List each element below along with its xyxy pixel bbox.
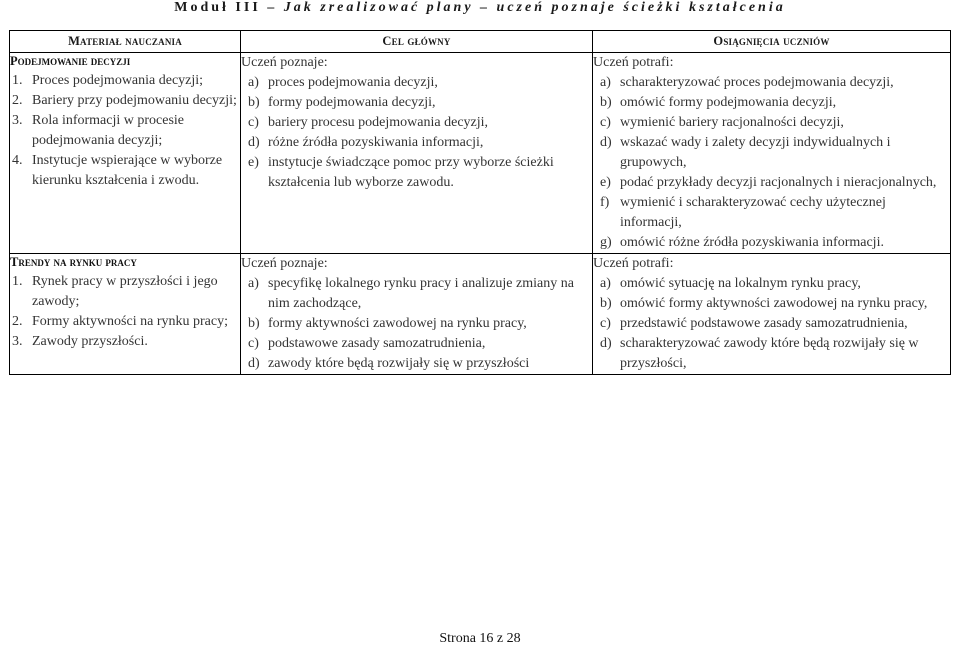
list-item: 2. Bariery przy podejmowaniu decyzji; bbox=[12, 93, 237, 108]
list-item: c) wymienić bariery racjonalności decyzji, bbox=[600, 115, 844, 130]
page-number: Strona 16 z 28 bbox=[439, 631, 521, 646]
list-item: d) zawody które będą rozwijały się w przyszłości bbox=[248, 356, 530, 371]
list-item: 4. Instytucje wspierające w wyborze kierunku kształcenia i zwodu. bbox=[12, 153, 223, 188]
list-item: c) bariery procesu podejmowania decyzji, bbox=[248, 115, 489, 130]
outcomes-heading: Uczeń potrafi: bbox=[593, 256, 674, 271]
list-item: b) formy podejmowania decyzji, bbox=[248, 95, 436, 110]
list-item: a) specyfikę lokalnego rynku pracy i analizuje zmiany na nim zachodzące, bbox=[248, 276, 574, 311]
list-item: e) instytucje świadczące pomoc przy wyborze ścieżki kształcenia lub wyborze zawodu. bbox=[248, 155, 554, 190]
outcomes-list bbox=[593, 274, 950, 374]
document-title-rest: Jak zrealizować plany – uczeń poznaje ścieżki kształcenia bbox=[283, 0, 786, 15]
list-item: 1. Proces podejmowania decyzji; bbox=[12, 73, 204, 88]
list-item: b) omówić formy podejmowania decyzji, bbox=[600, 95, 837, 110]
table-header-row bbox=[10, 31, 951, 53]
list-item: b) omówić formy aktywności zawodowej na rynku pracy, bbox=[600, 296, 928, 311]
document-title bbox=[0, 0, 960, 16]
list-item: a) proces podejmowania decyzji, bbox=[248, 75, 438, 90]
list-item: a) scharakteryzować proces podejmowania decyzji, bbox=[600, 75, 894, 90]
goal-heading: Uczeń poznaje: bbox=[241, 256, 328, 271]
list-item: b) formy aktywności zawodowej na rynku pracy, bbox=[248, 316, 527, 331]
list-item: e) podać przykłady decyzji racjonalnych i nieracjonalnych, bbox=[600, 175, 937, 190]
list-item: 3. Rola informacji w procesie podejmowania decyzji; bbox=[12, 113, 185, 148]
list-item: g) omówić różne źródła pozyskiwania informacji. bbox=[600, 235, 884, 250]
goal-list bbox=[241, 73, 592, 193]
outcomes-cell bbox=[593, 53, 951, 254]
header-outcomes: Osiągnięcia uczniów bbox=[593, 31, 951, 53]
list-item: c) przedstawić podstawowe zasady samozatrudnienia, bbox=[600, 316, 908, 331]
material-cell bbox=[10, 53, 241, 254]
section-title: Podejmowanie decyzji bbox=[10, 54, 131, 68]
outcomes-heading: Uczeń potrafi: bbox=[593, 55, 674, 70]
document-title-lead: Moduł III – bbox=[174, 0, 284, 15]
curriculum-table bbox=[9, 30, 951, 375]
goal-heading: Uczeń poznaje: bbox=[241, 55, 328, 70]
goal-list bbox=[241, 274, 592, 374]
outcomes-cell bbox=[593, 254, 951, 375]
list-item: 3. Zawody przyszłości. bbox=[12, 334, 148, 349]
list-item: d) wskazać wady i zalety decyzji indywidualnych i grupowych, bbox=[600, 135, 891, 170]
goal-cell bbox=[241, 53, 593, 254]
list-item: d) różne źródła pozyskiwania informacji, bbox=[248, 135, 484, 150]
list-item: a) omówić sytuację na lokalnym rynku pracy, bbox=[600, 276, 861, 291]
list-item: 2. Formy aktywności na rynku pracy; bbox=[12, 314, 228, 329]
material-list bbox=[10, 272, 240, 352]
header-material: Materiał nauczania bbox=[10, 31, 241, 53]
list-item: c) podstawowe zasady samozatrudnienia, bbox=[248, 336, 486, 351]
list-item: d) scharakteryzować zawody które będą rozwijały się w przyszłości, bbox=[600, 336, 919, 371]
goal-cell bbox=[241, 254, 593, 375]
table-row bbox=[10, 254, 951, 375]
material-cell bbox=[10, 254, 241, 375]
material-list bbox=[10, 71, 240, 191]
section-title: Trendy na rynku pracy bbox=[10, 255, 137, 269]
header-goal: Cel główny bbox=[241, 31, 593, 53]
list-item: f) wymienić i scharakteryzować cechy użytecznej informacji, bbox=[600, 195, 886, 230]
table-row bbox=[10, 53, 951, 254]
list-item: 1. Rynek pracy w przyszłości i jego zawody; bbox=[12, 274, 218, 309]
outcomes-list bbox=[593, 73, 950, 253]
